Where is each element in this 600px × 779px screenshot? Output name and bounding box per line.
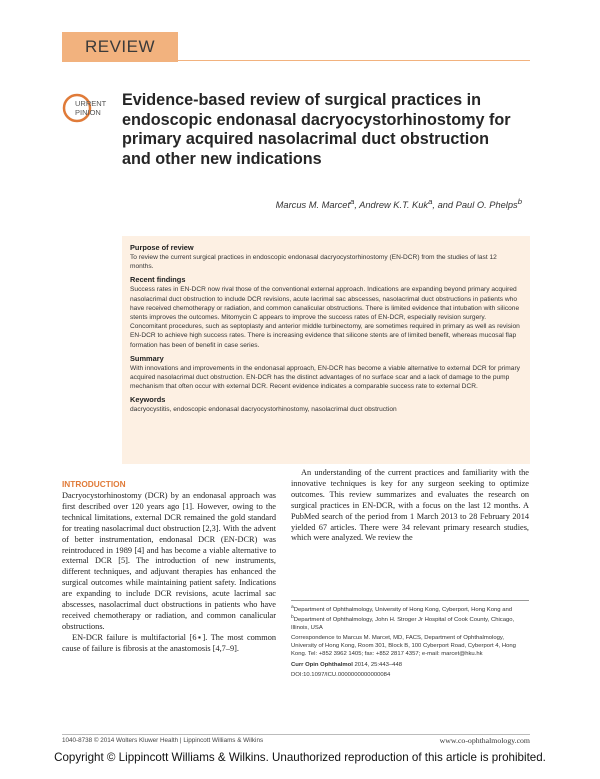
footer-rule: [62, 734, 530, 735]
journal-reference: Curr Opin Ophthalmol 2014, 25:443–448: [291, 661, 402, 668]
article-title: Evidence-based review of surgical practices in endoscopic endonasal dacryocystorhinostomy for primary acquired nasolacrimal duct obstruction and other new indications: [122, 91, 511, 168]
affiliation-rule: [291, 600, 529, 601]
author-list: Marcus M. Marcet$^a$, Andrew K.T. Kuk$^a$, and Paul O. Phelps$^b$: [275, 197, 522, 211]
abstract-box: [122, 236, 530, 464]
affiliations: [291, 604, 529, 681]
body-paragraph: EN-DCR failure is multifactorial [6▪]. The most common cause of failure is fibrosis at the anastomosis [4,7–9].: [62, 632, 276, 653]
findings-text: Success rates in EN-DCR now rival those of the conventional external approach. Indications are expanding beyond primary acquired nasolacrimal duct obstruction to include DCR revisions, acute lacrimal sac abscesses, nasolacrimal duct obstructions in patients who have received chemotherapy or radiation, and common canalicular obstructions. There is limited evidence that intubation with silicone stents improves the outcomes. Mitomycin C appears to improve the success rates of EN-DCR, especially revision surgery. Concomitant procedures, such as septoplasty and anterior middle turbinectomy, are sometimes required in primary as well as revision EN-DCR to achieve high success rates. There is increasing evidence that silicone stents are of limited benefit, whereas mucosal flap formation has been of benefit in case series.: [130, 286, 520, 349]
introduction-heading: INTRODUCTION: [62, 479, 126, 489]
body-column-left: [62, 491, 276, 655]
body-paragraph: Dacryocystorhinostomy (DCR) by an endonasal approach was first described over 120 years ago [1]. However, owing to the technical limitations, external DCR remained the gold standard for treating nasolacrimal duct obstruction [2,3]. With the advent of better instrumentation, endonasal DCR (EN-DCR) was reintroduced in 1989 [4] and has become a viable alternative to external DCR [5]. The introduction of new instruments, different techniques, and adjuvant therapies has enhanced the surgical outcomes while maintaining patient safety. Indications are expanding to include DCR revisions, acute lacrimal sac abscesses, nasolacrimal duct obstructions in patients who have received chemotherapy or radiation, and common canalicular obstructions.: [62, 491, 276, 631]
findings-heading: Recent findings: [130, 275, 186, 285]
footer-website-link[interactable]: www.co-ophthalmology.com: [439, 736, 530, 745]
summary-text: With innovations and improvements in the endonasal approach, EN-DCR has become a viable alternative to external DCR for primary acquired nasolacrimal duct obstruction. EN-DCR has the distinct advantages of no surface scar and a lack of damage to the pump mechanism that often occur with external DCR. Recent evidence indicates a comparable success rate to external DCR.: [130, 364, 520, 391]
current-opinion-logo: [62, 92, 112, 124]
purpose-text: To review the current surgical practices in endoscopic endonasal dacryocystorhinostomy (EN-DCR) from the studies of last 12 months.: [130, 254, 497, 271]
body-paragraph: An understanding of the current practices and familiarity with the innovative techniques is key for any surgeon seeking to optimize outcomes. This review summarizes and evaluates the research on surgical practices in EN-DCR, with a focus on the last 12 months. A PubMed search of the period from 1 March 2013 to 28 February 2014 yielded 67 articles. There were 34 relevant primary research studies, which were analyzed. We review the: [291, 468, 529, 543]
correspondence: Correspondence to Marcus M. Marcet, MD, FACS, Department of Ophthalmology, University of Hong Kong, Room 301, Block B, 100 Cyberport Road, Cyberport 4, Hong Kong. Tel: +852 3962 1405; fax: +852 2817 4357; e-mail: marcet@hku.hk: [291, 635, 516, 658]
doi: DOI:10.1097/ICU.0000000000000084: [291, 671, 391, 678]
logo-text-opinion: PINION: [75, 108, 101, 117]
keywords-heading: Keywords: [130, 395, 166, 405]
body-column-right: [291, 468, 529, 544]
logo-text-current: URRENT: [75, 99, 107, 108]
summary-heading: Summary: [130, 353, 164, 363]
copyright-notice: Copyright © Lippincott Williams & Wilkins. Unauthorized reproduction of this article is prohibited.: [54, 751, 546, 764]
department-affiliations: $^a$Department of Ophthalmology, University of Hong Kong, Cyberport, Hong Kong and $^b$Department of Ophthalmology, John H. Stroger Jr Hospital of Cook County, Chicago, Illinois, USA: [291, 605, 515, 632]
footer-issn: 1040-8738 © 2014 Wolters Kluwer Health | Lippincott Williams & Wilkins: [62, 737, 264, 744]
section-rule: [178, 60, 530, 61]
section-tab: [62, 32, 178, 62]
purpose-heading: Purpose of review: [130, 243, 194, 252]
section-label: REVIEW: [84, 37, 156, 56]
keywords-text: dacryocystitis, endoscopic endonasal dacryocystorhinostomy, nasolacrimal duct obstruction: [130, 406, 397, 414]
